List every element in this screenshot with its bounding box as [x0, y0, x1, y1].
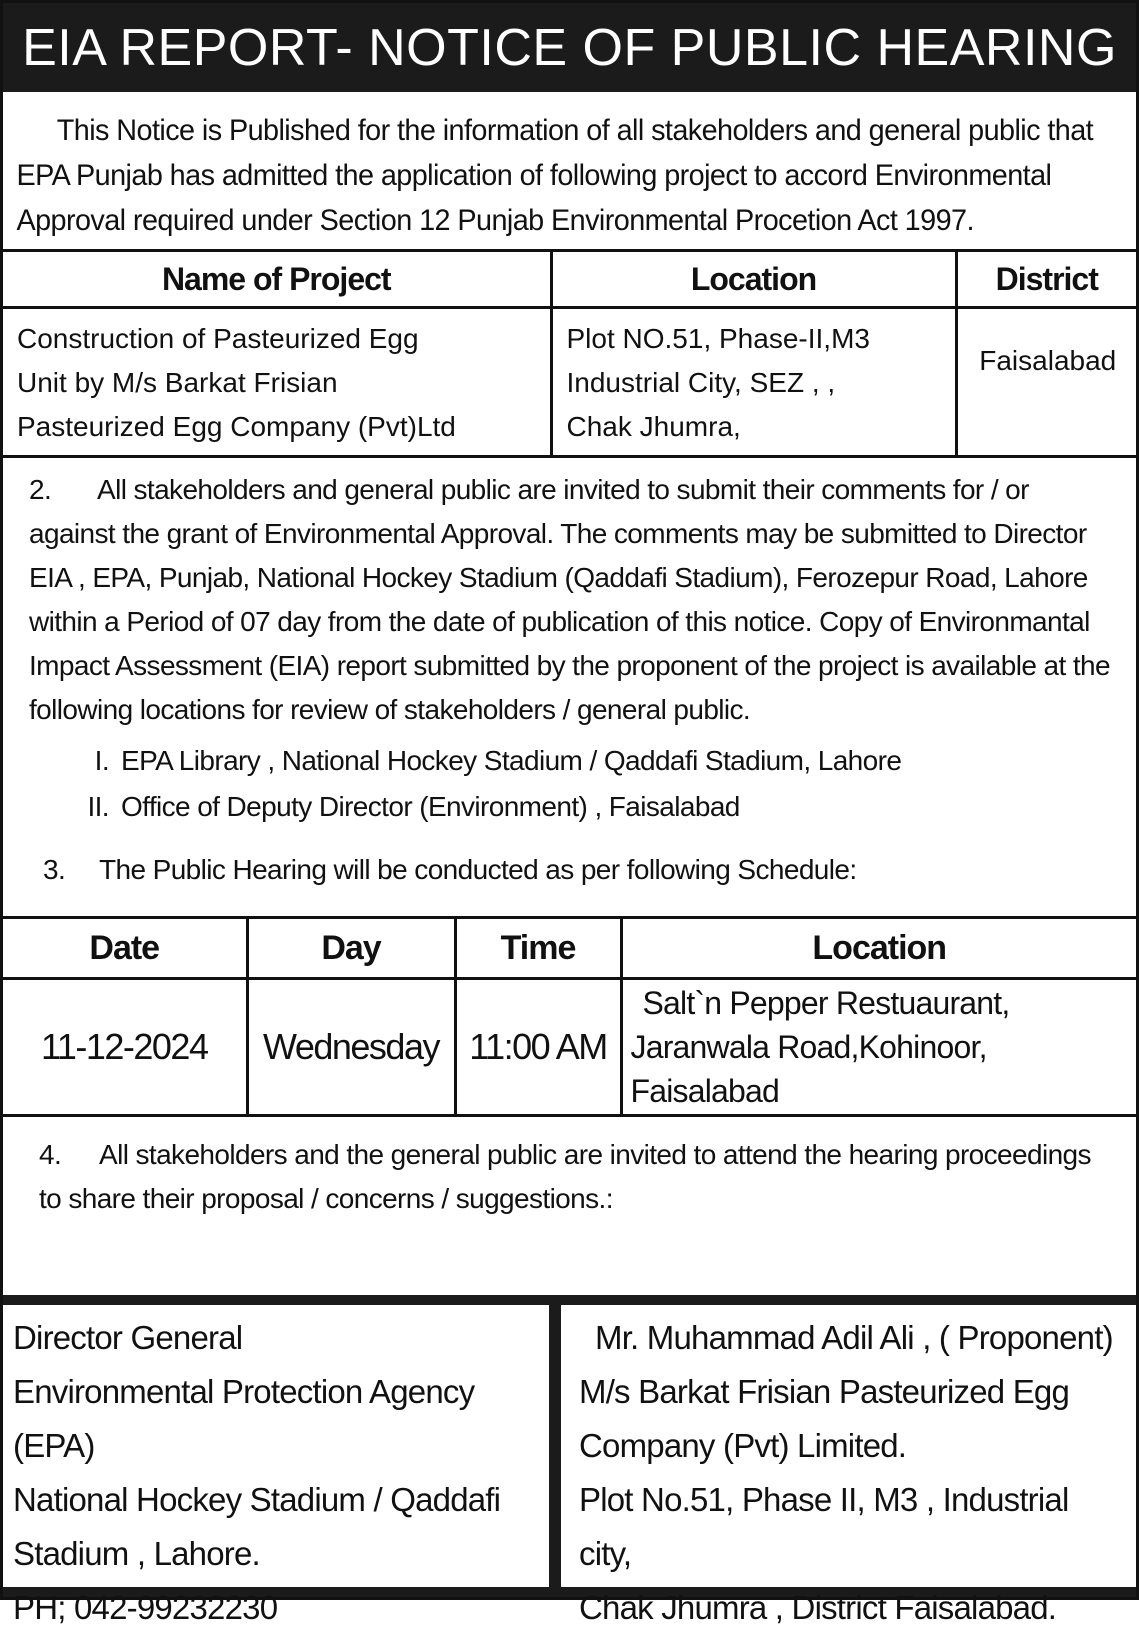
header-day: Day	[247, 918, 455, 979]
footer-signatures	[3, 1295, 1136, 1626]
review-location-item	[63, 784, 1136, 830]
project-location-cell	[551, 308, 956, 457]
schedule-location-line: Salt`n Pepper Restuaurant,	[642, 985, 1010, 1021]
schedule-location-cell	[621, 979, 1136, 1116]
paragraph-4-text: All stakeholders and the general public are invited to attend the hearing proceedings to share their proposal / concerns / suggestions.:	[39, 1139, 1091, 1214]
proponent-line: Plot No.51, Phase II, M3 , Industrial city,	[579, 1481, 1069, 1572]
schedule-location-line: Jaranwala Road,Kohinoor, Faisalabad	[630, 1029, 987, 1109]
review-location-item	[63, 738, 1136, 784]
paragraph-2	[3, 458, 1136, 732]
schedule-table	[3, 916, 1136, 1117]
schedule-day-cell: Wednesday	[247, 979, 455, 1116]
project-table-row	[3, 308, 1136, 457]
paragraph-number: 4.	[39, 1139, 62, 1170]
proponent-line: Company (Pvt) Limited.	[579, 1427, 907, 1464]
project-location-line: Plot NO.51, Phase-II,M3	[566, 323, 870, 354]
issuer-line: National Hockey Stadium / Qaddafi	[13, 1481, 501, 1518]
project-location-line: Chak Jhumra,	[566, 411, 741, 442]
project-name-line: Construction of Pasteurized Egg	[17, 323, 419, 354]
issuer-phone: PH; 042-99232230	[13, 1589, 278, 1626]
paragraph-3	[3, 830, 1136, 916]
proponent-line: Chak Jhumra , District Faisalabad.	[579, 1589, 1057, 1626]
proponent-line: Mr. Muhammad Adil Ali , ( Proponent)	[595, 1319, 1113, 1356]
review-locations-list	[3, 732, 1136, 830]
project-name-line: Pasteurized Egg Company (Pvt)Ltd	[17, 411, 456, 442]
header-location: Location	[621, 918, 1136, 979]
header-district: District	[956, 251, 1136, 308]
review-location-text: Office of Deputy Director (Environment) , Faisalabad	[121, 791, 740, 822]
schedule-table-row	[3, 979, 1136, 1116]
schedule-time-cell: 11:00 AM	[455, 979, 621, 1116]
notice-title	[3, 3, 1136, 92]
paragraph-4	[3, 1117, 1136, 1233]
project-location-line: Industrial City, SEZ , ,	[566, 367, 836, 398]
list-numeral: I.	[94, 745, 109, 776]
header-time: Time	[455, 918, 621, 979]
intro-paragraph	[3, 92, 1138, 249]
notice-title-text: EIA REPORT- NOTICE OF PUBLIC HEARING	[22, 18, 1117, 77]
header-date: Date	[3, 918, 247, 979]
project-district-cell: Faisalabad	[956, 308, 1136, 457]
header-name-of-project: Name of Project	[3, 251, 551, 308]
issuer-block	[3, 1305, 549, 1626]
schedule-date-cell: 11-12-2024	[3, 979, 247, 1116]
paragraph-2-text: All stakeholders and general public are invited to submit their comments for / or against the grant of Environmental Approval. The comments may be submitted to Director EIA , EPA, Punjab, National Hockey Stadium (Qaddafi Stadium), Ferozepur Road, Lahore within a Period of 07 day from the date of publication of this notice. Copy of Environmantal Impact Assessment (EIA) report submitted by the proponent of the project is available at the following locations for review of stakeholders / general public.	[29, 474, 1110, 725]
issuer-line: Environmental Protection Agency (EPA)	[13, 1373, 475, 1464]
issuer-line: Stadium , Lahore.	[13, 1535, 260, 1572]
paragraph-3-text: The Public Hearing will be conducted as per following Schedule:	[99, 854, 857, 885]
header-location: Location	[551, 251, 956, 308]
paragraph-number: 3.	[43, 854, 66, 885]
review-location-text: EPA Library , National Hockey Stadium / Qaddafi Stadium, Lahore	[121, 745, 902, 776]
proponent-line: M/s Barkat Frisian Pasteurized Egg	[579, 1373, 1070, 1410]
list-numeral: II.	[87, 791, 109, 822]
project-table-header-row	[3, 251, 1136, 308]
proponent-block	[561, 1305, 1136, 1626]
paragraph-number: 2.	[29, 474, 52, 505]
project-name-line: Unit by M/s Barkat Frisian	[17, 367, 338, 398]
issuer-line: Director General	[13, 1319, 243, 1356]
project-name-cell	[3, 308, 551, 457]
project-table	[3, 249, 1136, 458]
schedule-table-header-row	[3, 918, 1136, 979]
intro-text: This Notice is Published for the information of all stakeholders and general public that EPA Punjab has admitted the application of following project to accord Environmental Approval required under Section 12 Punjab Environmental Procetion Act 1997.	[16, 114, 1094, 237]
